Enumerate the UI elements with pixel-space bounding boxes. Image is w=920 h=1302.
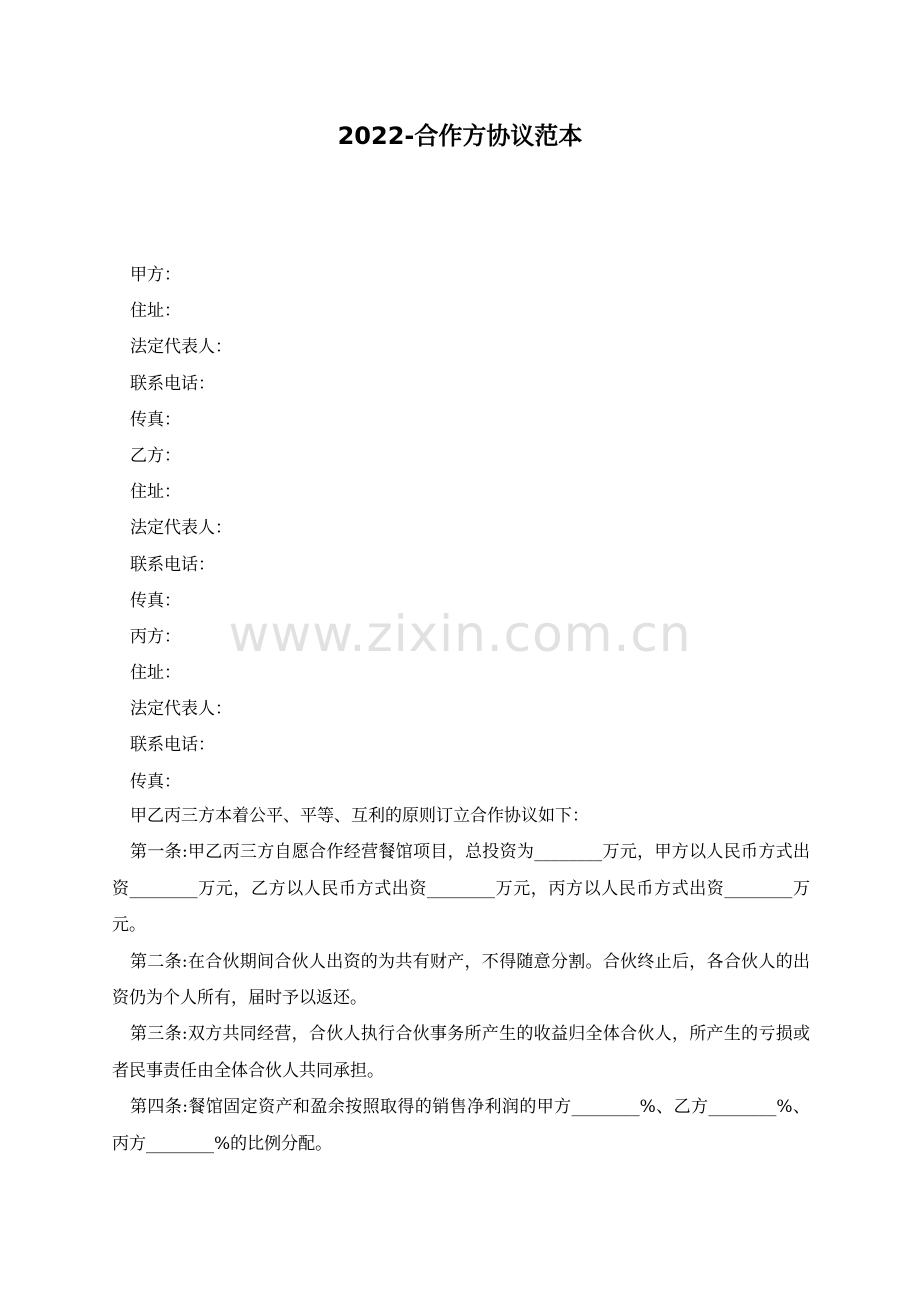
party-a-phone-label: 联系电话： xyxy=(130,373,215,394)
article-2: 第二条:在合伙期间合伙人出资的为共有财产，不得随意分割。合伙终止后，各合伙人的出资仍为个人所有，届时予以返还。 xyxy=(112,951,810,1009)
article-1: 第一条:甲乙丙三方自愿合作经营餐馆项目，总投资为________万元，甲方以人民币方式出资________万元，乙方以人民币方式出资________万元，丙方以人民币方式出资________万元。 xyxy=(112,842,810,936)
party-c-representative-label: 法定代表人： xyxy=(130,699,232,720)
party-a-label: 甲方： xyxy=(130,265,181,285)
party-a-representative-label: 法定代表人： xyxy=(130,337,232,358)
party-a-fax-label: 传真： xyxy=(130,409,181,430)
party-c-address-label: 住址： xyxy=(130,663,181,684)
watermark: www.zixin.com.cn xyxy=(228,605,692,663)
party-fields xyxy=(130,257,810,800)
party-c-phone-label: 联系电话： xyxy=(130,735,215,756)
article-3: 第三条:双方共同经营，合伙人执行合伙事务所产生的收益归全体合伙人，所产生的亏损或者民事责任由全体合伙人共同承担。 xyxy=(112,1024,810,1081)
intro-paragraph: 甲乙丙三方本着公平、平等、互利的原则订立合作协议如下： xyxy=(130,806,589,826)
party-b-phone-label: 联系电话： xyxy=(130,554,215,575)
party-b-fax-label: 传真： xyxy=(130,590,181,611)
party-a-address-label: 住址： xyxy=(130,301,181,322)
party-b-representative-label: 法定代表人： xyxy=(130,518,232,539)
article-4: 第四条:餐馆固定资产和盈余按照取得的销售净利润的甲方________%、乙方________%、丙方________%的比例分配。 xyxy=(112,1097,810,1154)
party-c-fax-label: 传真： xyxy=(130,771,181,792)
document-title: 2022-合作方协议范本 xyxy=(337,122,583,150)
party-b-address-label: 住址： xyxy=(130,482,181,503)
party-b-label: 乙方： xyxy=(130,445,181,466)
party-c-label: 丙方： xyxy=(130,626,181,647)
agreement-body xyxy=(112,798,810,1162)
